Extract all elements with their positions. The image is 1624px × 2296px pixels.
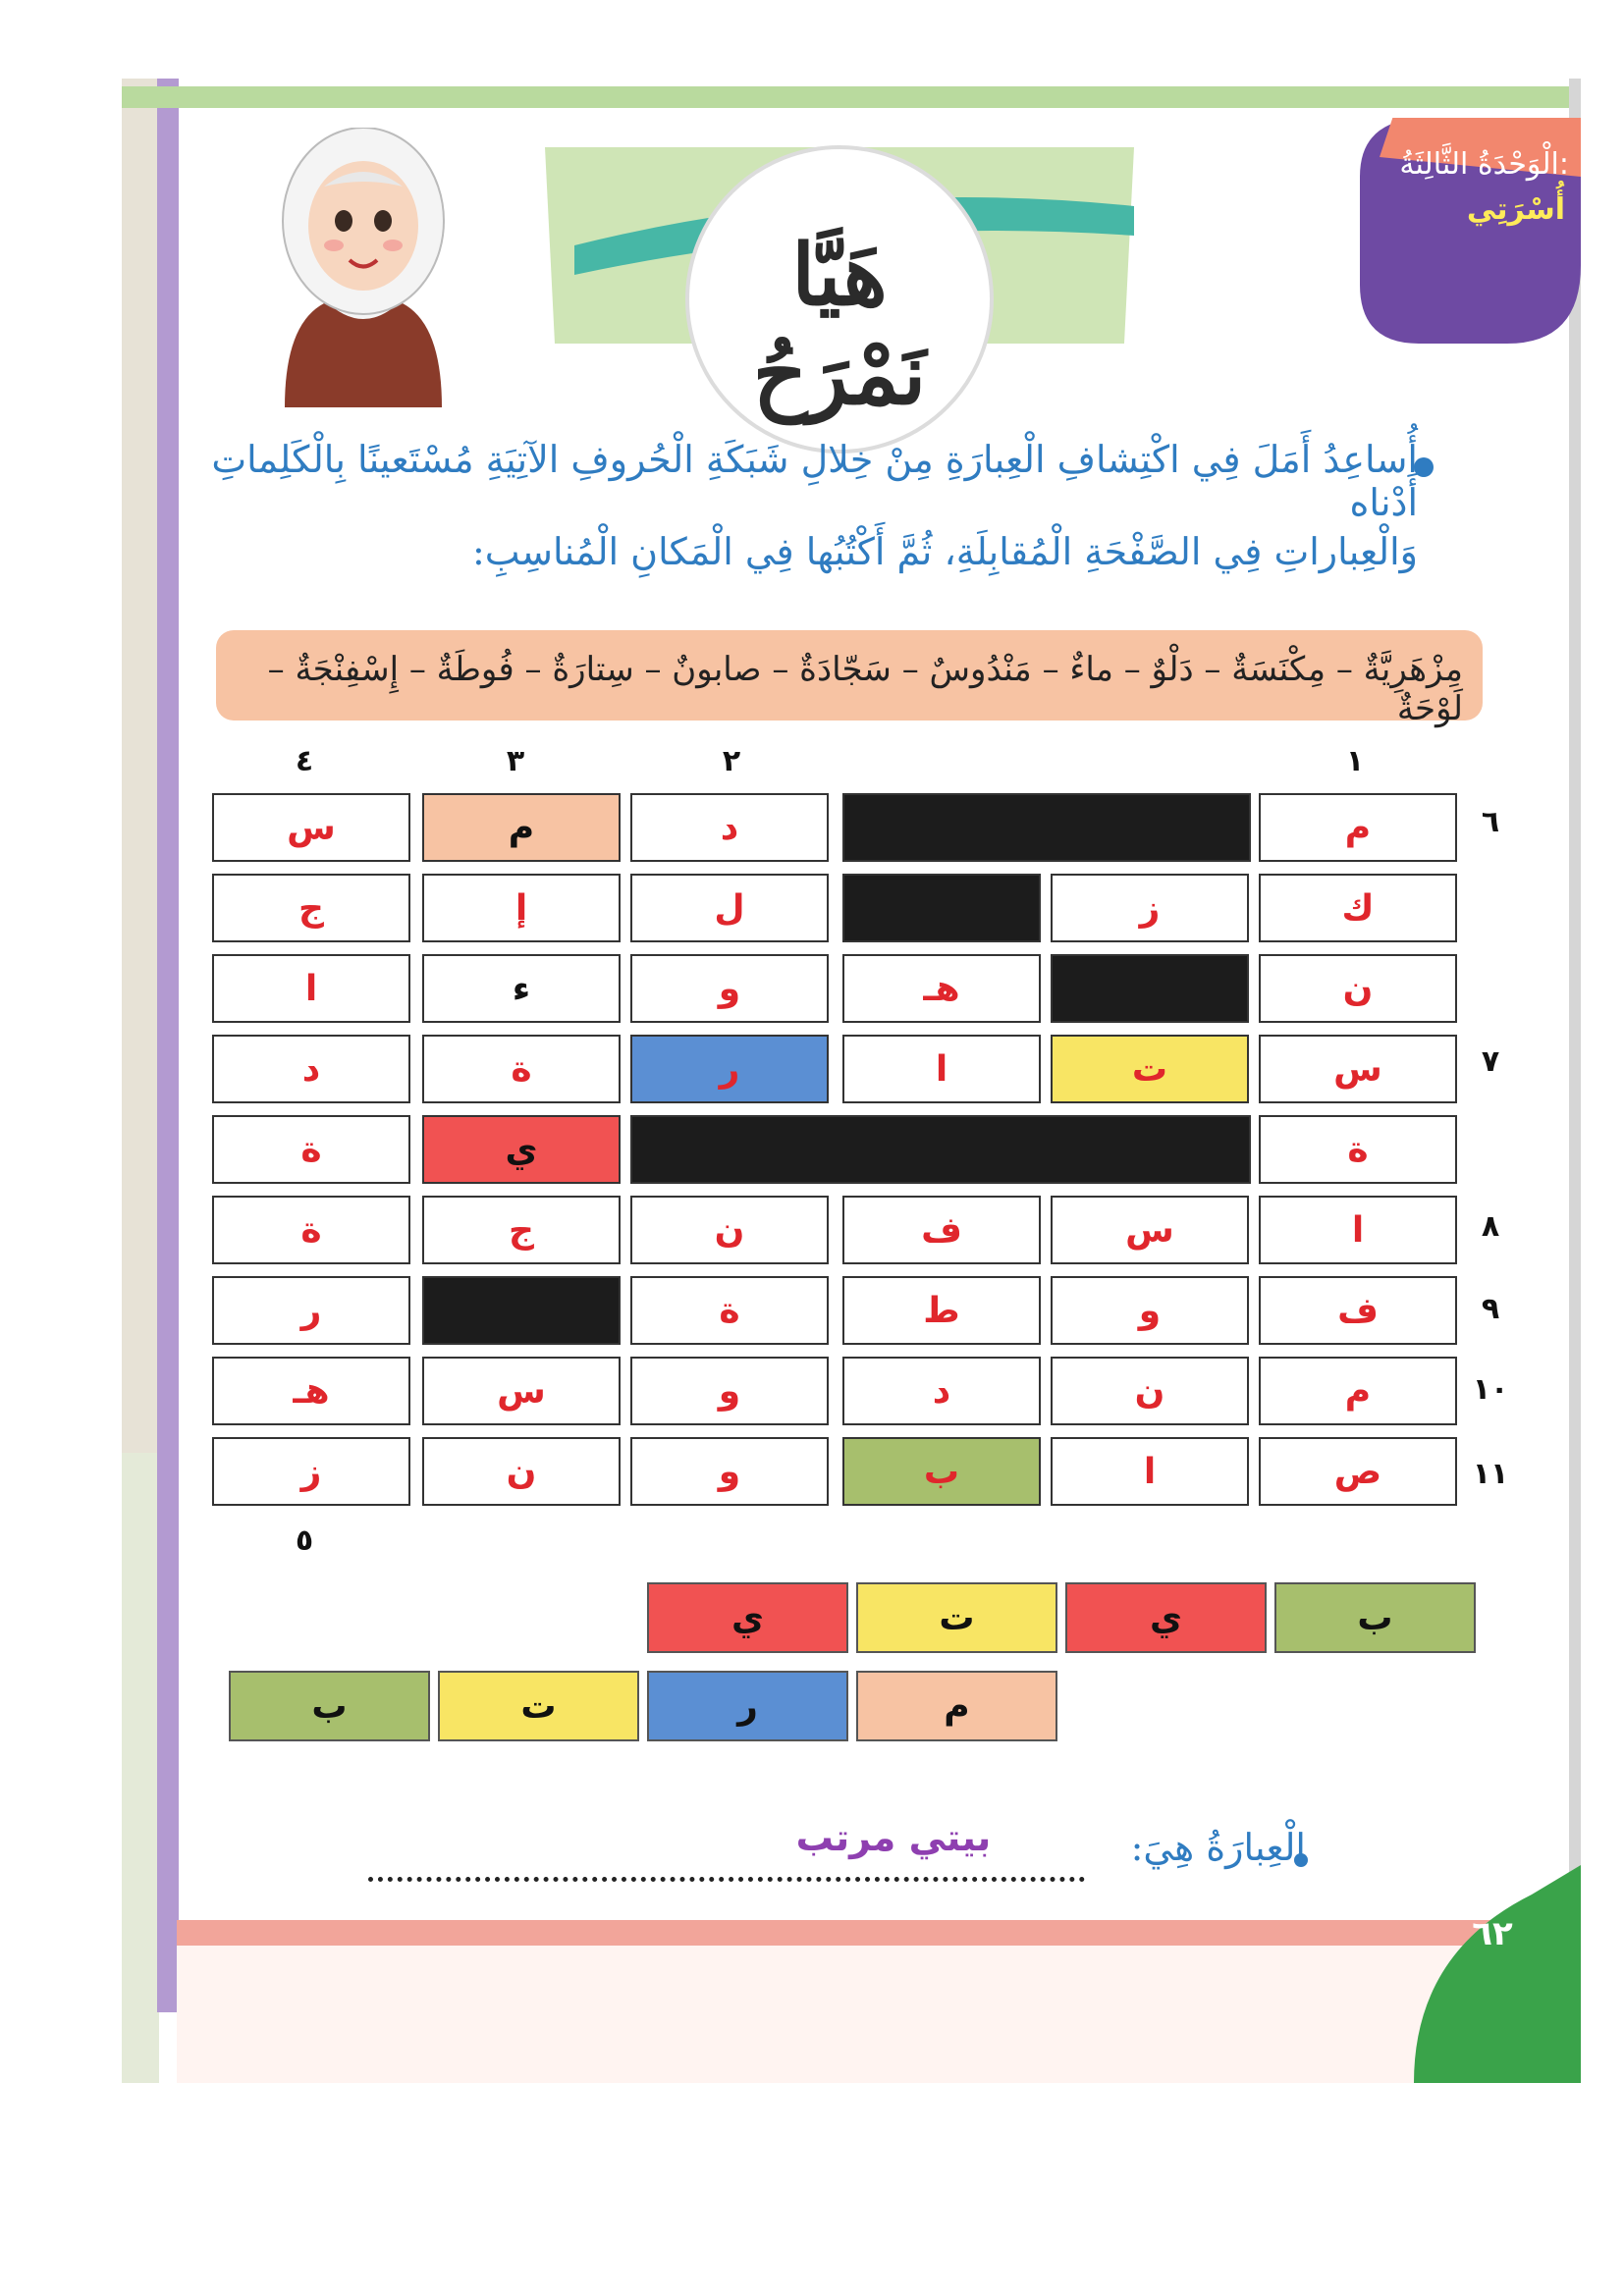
grid-cell-r1-c4: د [630,793,829,862]
bottom-fade [177,1946,1581,2083]
row-label-7: ٧ [1481,1044,1500,1079]
page-number: ٦٢ [1472,1914,1513,1953]
grid-cell-r3-c3: هـ [842,954,1041,1023]
grid-cell-r2-c4: ل [630,874,829,942]
grid-cell-r8-c2: ن [1051,1357,1249,1425]
word-bank: مِزْهَرِيَّةٌ – مِكْنَسَةٌ – دَلْوٌ – ماءٌ – مَنْدُوسٌ – سَجّادَةٌ – صابونٌ – سِتارَةٌ – فُوطَةٌ – إِسْفِنْجَةٌ – لَوْحَةٌ [267,650,1463,728]
answer-box-1-2: ي [1065,1582,1267,1653]
column-label-1: ١ [1345,744,1365,778]
grid-cell-r4-c5: ة [422,1035,621,1103]
phrase-label: الْعِبارَةُ هِيَ: [1130,1826,1306,1869]
row-label-8: ٨ [1481,1209,1500,1244]
grid-cell-r5-c6: ة [212,1115,410,1184]
grid-cell-r3-c6: ا [212,954,410,1023]
grid-cell-r6-c3: ف [842,1196,1041,1264]
grid-cell-r8-c1: م [1259,1357,1457,1425]
grid-cell-r7-c6: ر [212,1276,410,1345]
right-page-edge [1569,79,1581,2083]
bottom-pink-bar [177,1920,1522,1946]
grid-cell-r4-c2: ت [1051,1035,1249,1103]
page-number-badge [1414,1865,1581,2083]
grid-cell-r7-c2: و [1051,1276,1249,1345]
answer-box-1-3: ت [856,1582,1057,1653]
grid-cell-r6-c4: ن [630,1196,829,1264]
grid-cell-r9-c6: ز [212,1437,410,1506]
grid-block-dark [630,1115,1251,1184]
grid-cell-r7-c4: ة [630,1276,829,1345]
instruction-line-1: أُساعِدُ أَمَلَ فِي اكْتِشافِ الْعِبارَةِ مِنْ خِلالِ شَبَكَةِ الْحُروفِ الآتِيَةِ مُسْتَعينًا بِالْكَلِماتِ أَدْناه [211,438,1418,524]
grid-cell-r7-c1: ف [1259,1276,1457,1345]
grid-cell-r2-c2: ز [1051,874,1249,942]
grid-cell-r8-c5: س [422,1357,621,1425]
grid-cell-r9-c2: ا [1051,1437,1249,1506]
grid-cell-dark [842,874,1041,942]
grid-cell-r9-c3: ب [842,1437,1041,1506]
column-label-4: ٤ [295,744,314,778]
answer-box-2-2: ر [647,1671,848,1741]
grid-cell-dark [1051,954,1249,1023]
instruction-line-2: وَالْعِباراتِ فِي الصَّفْحَةِ الْمُقابِلَةِ، ثُمَّ أَكْتُبُها فِي الْمَكانِ الْمُناسِبِ: [472,530,1418,573]
grid-cell-r7-c3: ط [842,1276,1041,1345]
grid-cell-r8-c3: د [842,1357,1041,1425]
grid-cell-r3-c5: ء [422,954,621,1023]
grid-cell-r1-c1: م [1259,793,1457,862]
left-margin-strip-lower [122,1453,159,2083]
grid-cell-r2-c6: ج [212,874,410,942]
grid-cell-r6-c5: ج [422,1196,621,1264]
answer-box-2-3: ت [438,1671,639,1741]
grid-cell-r4-c1: س [1259,1035,1457,1103]
grid-cell-r4-c4: ر [630,1035,829,1103]
grid-cell-r1-c6: س [212,793,410,862]
answer-box-1-4: ي [647,1582,848,1653]
grid-cell-dark [422,1276,621,1345]
grid-block-dark [842,793,1251,862]
grid-cell-r4-c6: د [212,1035,410,1103]
girl-illustration [265,128,461,407]
answer-box-1-1: ب [1274,1582,1476,1653]
grid-cell-r2-c5: إ [422,874,621,942]
grid-cell-r6-c1: ا [1259,1196,1457,1264]
answer-box-2-4: ب [229,1671,430,1741]
row-label-9: ٩ [1481,1292,1500,1326]
column-label-2: ٢ [722,744,741,778]
grid-cell-r6-c2: س [1051,1196,1249,1264]
banner-title: هَيَّا نَمْرَحُ [752,226,927,424]
grid-cell-r9-c1: ص [1259,1437,1457,1506]
top-green-bar [122,86,1581,108]
grid-cell-r3-c4: و [630,954,829,1023]
purple-margin-bar [157,79,179,2012]
phrase-answer: بيتي مرتب [795,1816,992,1859]
grid-cell-r5-c5: ي [422,1115,621,1184]
column-label-3: ٣ [506,744,525,778]
grid-cell-r2-c1: ك [1259,874,1457,942]
row-label-6: ٦ [1481,805,1500,839]
grid-cell-r4-c3: ا [842,1035,1041,1103]
grid-cell-r9-c4: و [630,1437,829,1506]
grid-cell-r8-c6: هـ [212,1357,410,1425]
row-label-11: ١١ [1472,1457,1509,1491]
row-label-10: ١٠ [1472,1372,1509,1407]
answer-dotted-line [368,1877,1085,1882]
unit-subtitle: أُسْرَتِي [1466,192,1565,227]
column-label-5: ٥ [295,1523,314,1558]
grid-cell-r5-c1: ة [1259,1115,1457,1184]
grid-cell-r6-c6: ة [212,1196,410,1264]
answer-box-2-1: م [856,1671,1057,1741]
grid-cell-r8-c4: و [630,1357,829,1425]
grid-cell-r3-c1: ن [1259,954,1457,1023]
unit-title: الْوَحْدَةُ الثَّالِثَةُ: [1399,147,1569,182]
grid-cell-r9-c5: ن [422,1437,621,1506]
grid-cell-r1-c5: م [422,793,621,862]
